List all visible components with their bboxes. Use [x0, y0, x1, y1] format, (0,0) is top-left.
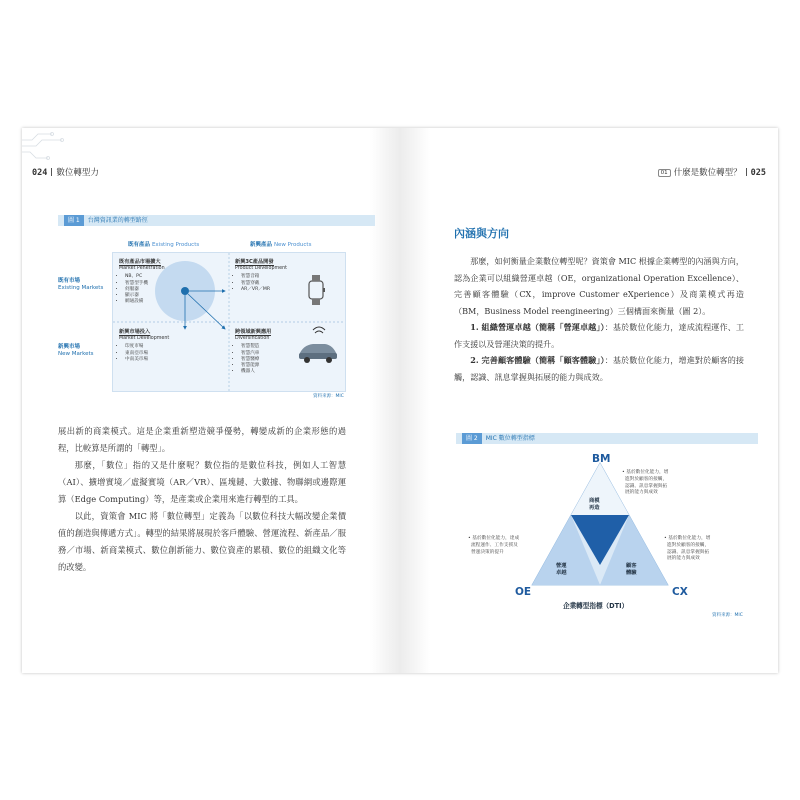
inner-label-bm: 商模 再造 [589, 498, 600, 511]
left-paragraph-2: 那麼，「數位」指的又是什麼呢？數位指的是數位科技，例如人工智慧（AI）、擴增實境／虛擬實境（AR／VR）、區塊鏈、大數據、物聯網或邊際運算（Edge Computing）等，是產業或企業用來進行轉型的工具。 [58, 460, 346, 504]
note-cx: • 基於數位化能力，增 進對於顧客的接觸， 認識、訊息掌握與拓 展的能力與成效 [664, 536, 711, 562]
left-running-header [32, 166, 99, 178]
dti-bottom-label: 企業轉型指標（DTI） [563, 602, 629, 610]
label-bm: BM [592, 453, 611, 465]
right-running-header [658, 166, 766, 178]
row-new-markets: 新興市場 New Markets [58, 344, 94, 357]
right-paragraph-1: 那麼，如何衡量企業數位轉型呢？資策會 MIC 根據企業轉型的內涵與方向，認為企業可以組織營運卓越（OE，organizational Operation Excellence）、完善顧客體驗（CX，improve Customer eXperience）及商業模式再造（BM，Business Model reengineering）三個構面來衡量（圖 2）。 [454, 256, 744, 316]
right-body-text [454, 253, 744, 385]
row-existing-markets: 既有市場 Existing Markets [58, 278, 104, 291]
col-existing-products: 既有產品 Existing Products [128, 242, 200, 248]
figure1-label: 圖 1 [64, 215, 84, 226]
left-paragraph-1: 展出新的商業模式。這是企業重新塑造競爭優勢，轉變成新的企業形態的過程，比較算是所謂的「轉型」。 [58, 426, 346, 453]
origin-dot [181, 287, 189, 295]
left-body-text [58, 423, 346, 576]
inner-label-oe: 營運 卓越 [556, 563, 567, 576]
left-paragraph-3: 以此，資策會 MIC 將「數位轉型」定義為「以數位科技大幅改變企業價值的創造與傳遞方式」。轉型的結果將展現於客戶體驗、營運流程、新產品／服務／市場、新商業模式、數位創新能力、數位資產的累積、數位的組織文化等的改變。 [58, 511, 346, 572]
figure2-title-bar [456, 433, 758, 444]
quad-product-development: 新興3C產品開發 Product Development • 智慧音箱 • 智慧穿戴 • AR／VR／MR [235, 259, 287, 293]
col-new-products: 新興產品 New Products [250, 242, 312, 248]
circuit-decoration [22, 128, 82, 168]
note-bm: • 基於數位化能力，增 進對於顧客的接觸， 認識、訊息掌握與拓 展的能力與成效 [622, 470, 669, 496]
right-page-number: 025 [750, 168, 766, 178]
figure1-source: 資料來源：MIC [313, 394, 344, 399]
figure1-title-bar [58, 215, 375, 226]
list-item-2: 2. 完善顧客體驗（簡稱「顧客體驗」）：基於數位化能力，增進對於顧客的接觸，認識、訊息掌握與拓展的能力與成效。 [454, 355, 744, 382]
quad-diversification: 跨領域新興應用 Diversification • 智慧製造 • 智慧汽車 • 智慧醫療 • 智慧能源 • 機器人 [235, 329, 271, 375]
left-page-number: 024 [32, 168, 48, 178]
quad-market-penetration: 既有產品市場擴大 Market Penetration • NB、PC • 智慧型手機 • 伺服器 • 顯示器 • 網通設備 [119, 259, 165, 305]
figure2-source: 資料來源：MIC [712, 613, 743, 618]
figure1-title: 台灣資訊業的轉型路徑 [87, 217, 148, 224]
inner-label-cx: 顧客 體驗 [626, 563, 637, 576]
label-cx: CX [672, 586, 688, 598]
left-running-title: 數位轉型力 [56, 168, 99, 178]
figure2-label: 圖 2 [462, 433, 482, 444]
note-oe: • 基於數位化能力，達成 流程運作、工作支援及 營運決策的提升 [468, 536, 520, 555]
figure2-title: MIC 數位轉型指標 [485, 435, 535, 442]
quad-market-development: 新興市場投入 Market Development • 印度市場 • 東南亞市場 • 中南美市場 [119, 329, 169, 363]
section-heading: 內涵與方向 [454, 227, 509, 240]
left-page [22, 128, 400, 673]
label-oe: OE [515, 586, 532, 598]
ansoff-matrix [112, 252, 346, 392]
connected-car-icon [299, 327, 337, 363]
list-item-1: 1. 組織營運卓越（簡稱「營運卓越」）：基於數位化能力，達成流程運作、工作支援以及營運決策的提升。 [454, 322, 744, 349]
chapter-title: 什麼是數位轉型？ [673, 168, 742, 178]
smartwatch-icon [309, 275, 325, 305]
chapter-label: 01 [658, 169, 671, 177]
